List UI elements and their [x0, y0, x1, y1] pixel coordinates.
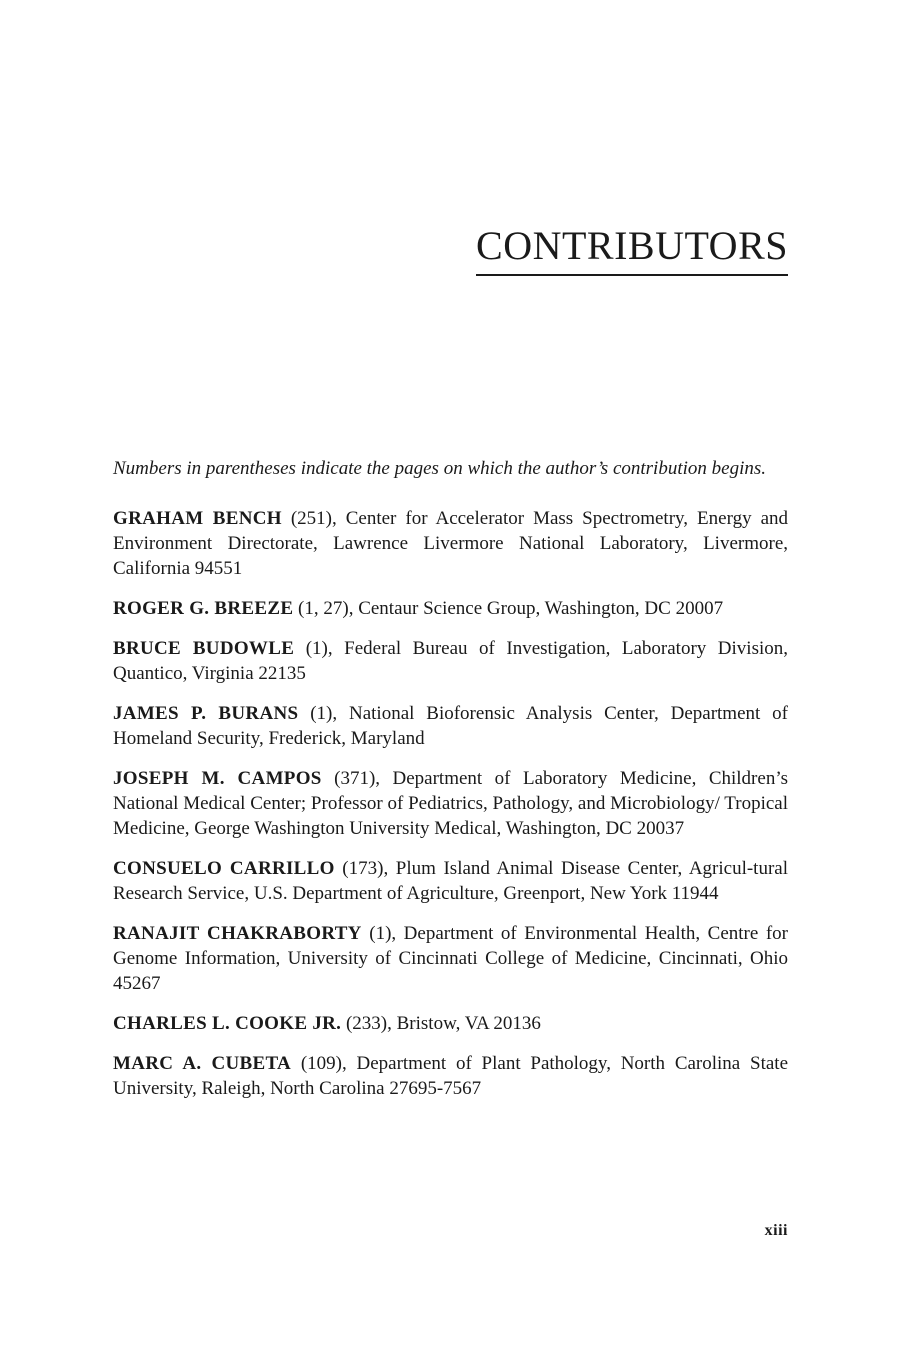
contributor-entry	[113, 506, 788, 581]
contributor-name: CONSUELO CARRILLO	[113, 858, 335, 879]
contributors-list	[113, 456, 788, 1116]
contributor-name: JOSEPH M. CAMPOS	[113, 768, 322, 789]
contributor-name: JAMES P. BURANS	[113, 703, 299, 724]
contributor-details: (233), Bristow, VA 20136	[341, 1013, 541, 1034]
contributor-details: (109), Department of Plant Pathology, North Carolina State University, Raleigh, North Carolina 27695-7567	[113, 1053, 788, 1099]
contributor-entry	[113, 1011, 788, 1036]
contributor-details: (1), National Bioforensic Analysis Center, Department of Homeland Security, Frederick, Maryland	[113, 703, 788, 749]
contributor-entry	[113, 856, 788, 906]
contributor-name: MARC A. CUBETA	[113, 1053, 292, 1074]
contributor-details: (1), Department of Environmental Health, Centre for Genome Information, University of Cincinnati College of Medicine, Cincinnati, Ohio 45267	[113, 923, 789, 994]
page-title: CONTRIBUTORS	[476, 222, 788, 276]
contributor-name: RANAJIT CHAKRABORTY	[113, 923, 362, 944]
contributor-details: (371), Department of Laboratory Medicine, Children’s National Medical Center; Professor of Pediatrics, Pathology, and Microbiology/ Tropical Medicine, George Washington University Medical, Washington, DC 20037	[113, 768, 788, 839]
contributor-entry	[113, 701, 788, 751]
contributor-entry	[113, 636, 788, 686]
contributor-name: GRAHAM BENCH	[113, 508, 282, 529]
contributor-details: (173), Plum Island Animal Disease Center, Agricul-tural Research Service, U.S. Department of Agriculture, Greenport, New York 11944	[113, 858, 788, 904]
contributor-entry	[113, 921, 788, 996]
contributor-details: (1, 27), Centaur Science Group, Washington, DC 20007	[293, 598, 724, 619]
page-number: xiii	[764, 1222, 788, 1239]
contributor-details: (1), Federal Bureau of Investigation, Laboratory Division, Quantico, Virginia 22135	[113, 638, 788, 684]
contributor-details: (251), Center for Accelerator Mass Spectrometry, Energy and Environment Directorate, Lawrence Livermore National Laboratory, Livermore, California 94551	[113, 508, 788, 579]
page-note: Numbers in parentheses indicate the pages on which the author’s contribution begins.	[113, 458, 766, 479]
contributor-name: BRUCE BUDOWLE	[113, 638, 295, 659]
contributor-name: CHARLES L. COOKE JR.	[113, 1013, 342, 1034]
contributor-entry	[113, 766, 788, 841]
contributor-entry	[113, 1051, 788, 1101]
contributor-entry	[113, 596, 788, 621]
contributor-name: ROGER G. BREEZE	[113, 598, 294, 619]
